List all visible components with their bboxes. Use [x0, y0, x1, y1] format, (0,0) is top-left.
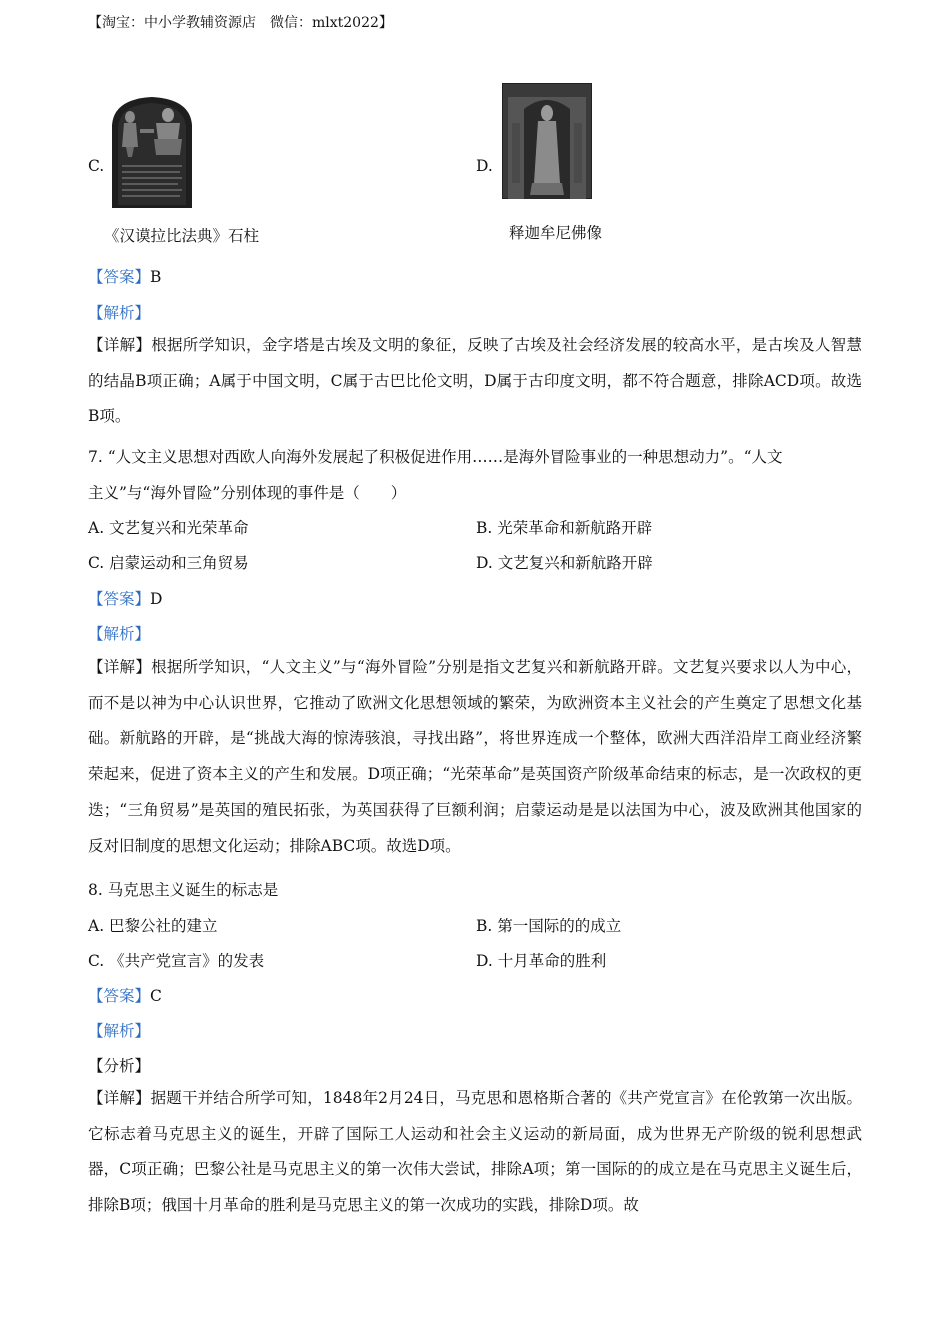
- q6-answer-line: [88, 265, 161, 287]
- answer-tag: 【答案】: [88, 987, 151, 1005]
- answer-value: B: [150, 268, 162, 286]
- q7-option-c: C. 启蒙运动和三角贸易: [88, 554, 249, 572]
- q7-detail: 【详解】根据所学知识，“人文主义”与“海外冒险”分别是指文艺复兴和新航路开辟。文艺复兴要求以人为中心，而不是以神为中心认识世界，它推动了欧洲文化思想领域的繁荣，为欧洲资本主义社会的产生奠定了思想文化基础。新航路的开辟，是“挑战大海的惊涛骇浪，寻找出路”，将世界连成一个整体，欧洲大西洋沿岸工商业经济繁荣起来，促进了资本主义的产生和发展。D项正确；“光荣革命”是英国资产阶级革命结束的标志，是一次政权的更迭；“三角贸易”是英国的殖民拓张，为英国获得了巨额利润；启蒙运动是是以法国为中心，波及欧洲其他国家的反对旧制度的思想文化运动；排除ABC项。故选D项。: [88, 658, 862, 855]
- answer-tag: 【答案】: [88, 268, 151, 286]
- hammurabi-stele-image: [108, 95, 196, 208]
- option-c-letter: C.: [88, 157, 105, 175]
- q8-option-d: D. 十月革命的胜利: [476, 952, 607, 970]
- answer-value: D: [150, 590, 163, 608]
- q7-option-b: B. 光荣革命和新航路开辟: [476, 519, 653, 537]
- q7-stem-line2: 主义”与“海外冒险”分别体现的事件是（ ）: [88, 484, 407, 502]
- analysis-tag: 【解析】: [88, 304, 151, 322]
- q8-option-b: B. 第一国际的的成立: [476, 917, 622, 935]
- analysis-tag: 【解析】: [88, 1022, 151, 1040]
- page-header: 【淘宝：中小学教辅资源店 微信：mlxt2022】: [88, 15, 393, 31]
- q8-detail: 【详解】据题干并结合所学可知，1848年2月24日，马克思和恩格斯合著的《共产党宣言》在伦敦第一次出版。它标志着马克思主义的诞生，开辟了国际工人运动和社会主义运动的新局面，成为世界无产阶级的锐利思想武器，C项正确；巴黎公社是马克思主义的第一次伟大尝试，排除A项；第一国际的的成立是在马克思主义诞生后，排除B项；俄国十月革命的胜利是马克思主义的第一次成功的实践，排除D项。故: [88, 1089, 862, 1215]
- q8-option-c: C. 《共产党宣言》的发表: [88, 952, 265, 970]
- q6-detail: 【详解】根据所学知识，金字塔是古埃及文明的象征，反映了古埃及社会经济发展的较高水平，是古埃及人智慧的结晶B项正确；A属于中国文明，C属于古巴比伦文明，D属于古印度文明，都不符合题意，排除ACD项。故选B项。: [88, 336, 862, 426]
- option-c-caption: 《汉谟拉比法典》石柱: [104, 227, 260, 245]
- q7-stem-line1: 7. “人文主义思想对西欧人向海外发展起了积极促进作用……是海外冒险事业的一种思想动力”。“人文: [88, 448, 783, 466]
- q8-stem: 8. 马克思主义诞生的标志是: [88, 881, 279, 899]
- answer-tag: 【答案】: [88, 590, 151, 608]
- analysis-tag: 【解析】: [88, 625, 151, 643]
- buddha-statue-image: [502, 83, 592, 199]
- option-d-caption: 释迦牟尼佛像: [509, 224, 603, 242]
- q8-answer-line: [88, 984, 162, 1006]
- option-d-letter: D.: [476, 157, 493, 175]
- q7-option-a: A. 文艺复兴和光荣革命: [88, 519, 249, 537]
- q7-answer-line: [88, 587, 162, 609]
- fenxi-tag: 【分析】: [88, 1057, 151, 1075]
- q8-option-a: A. 巴黎公社的建立: [88, 917, 218, 935]
- answer-value: C: [150, 987, 162, 1005]
- q7-option-d: D. 文艺复兴和新航路开辟: [476, 554, 653, 572]
